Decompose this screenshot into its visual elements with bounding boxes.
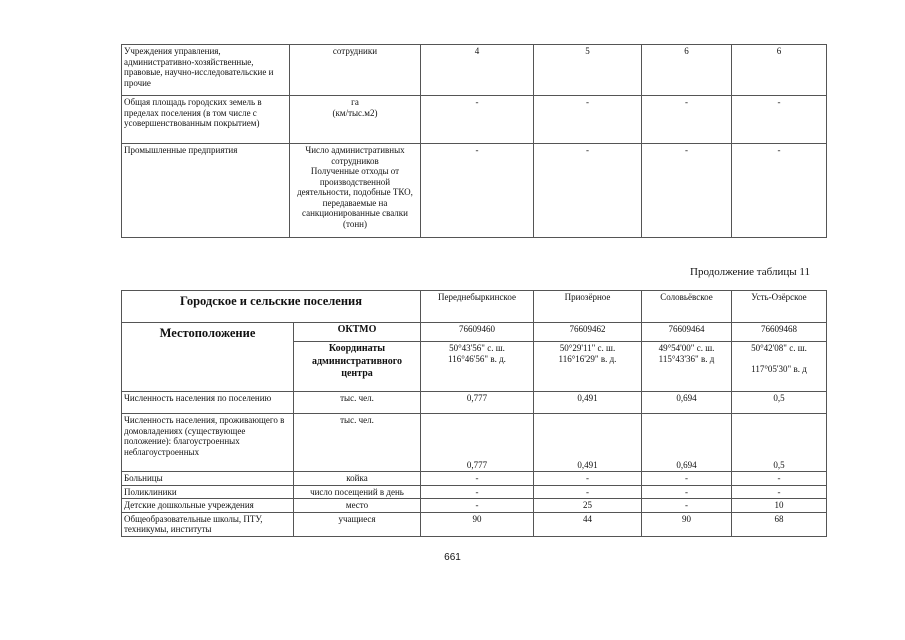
table-caption: Продолжение таблицы 11: [690, 266, 810, 278]
cell-coords: 50°29'11" с. ш. 116°16'29" в. д.: [534, 342, 642, 392]
table-settlements: [121, 290, 827, 537]
table-row: [122, 485, 827, 499]
coords-label: Координаты административного центра: [294, 342, 421, 392]
cell-value: 0,5: [732, 392, 827, 414]
row-name: Численность населения по поселению: [122, 392, 294, 414]
row-unit: сотрудники: [290, 45, 421, 96]
header-row: [122, 291, 827, 323]
cell-value: 90: [642, 512, 732, 536]
page-number: 661: [444, 552, 461, 563]
cell-value: -: [421, 485, 534, 499]
table-row: [122, 472, 827, 486]
cell-value: -: [642, 472, 732, 486]
header-title: Городское и сельские поселения: [122, 291, 421, 323]
cell-value: -: [421, 472, 534, 486]
row-name: Учреждения управления, административно-хозяйственные, правовые, научно-исследовательские и прочие: [122, 45, 290, 96]
cell-value: -: [642, 144, 732, 238]
column-header: Усть-Озёрское: [732, 291, 827, 323]
row-unit: учащиеся: [294, 512, 421, 536]
row-unit: число посещений в день: [294, 485, 421, 499]
cell-value: 6: [732, 45, 827, 96]
cell-value: -: [421, 499, 534, 513]
cell-coords: 50°42'08" с. ш. 117°05'30" в. д: [732, 342, 827, 392]
row-unit: место: [294, 499, 421, 513]
cell-value: 6: [642, 45, 732, 96]
oktmo-label: ОКТМО: [294, 323, 421, 342]
location-label: Местоположение: [122, 323, 294, 392]
cell-value: 0,777: [421, 414, 534, 472]
row-name: Поликлиники: [122, 485, 294, 499]
table-row: [122, 392, 827, 414]
row-name: Общая площадь городских земель в пределах поселения (в том числе с усовершенствованным покрытием): [122, 96, 290, 144]
cell-value: -: [534, 96, 642, 144]
row-name: Промышленные предприятия: [122, 144, 290, 238]
cell-oktmo: 76609460: [421, 323, 534, 342]
cell-oktmo: 76609464: [642, 323, 732, 342]
cell-value: -: [642, 485, 732, 499]
cell-value: 0,694: [642, 414, 732, 472]
cell-value: -: [642, 96, 732, 144]
cell-value: 0,5: [732, 414, 827, 472]
table-top: [121, 44, 827, 238]
cell-value: -: [732, 144, 827, 238]
cell-value: 90: [421, 512, 534, 536]
cell-value: -: [421, 144, 534, 238]
table-row: [122, 96, 827, 144]
cell-value: -: [534, 472, 642, 486]
table-row: [122, 45, 827, 96]
cell-value: 4: [421, 45, 534, 96]
cell-value: 0,491: [534, 414, 642, 472]
row-unit: тыс. чел.: [294, 392, 421, 414]
cell-value: -: [732, 96, 827, 144]
cell-value: 0,694: [642, 392, 732, 414]
cell-coords: 50°43'56" с. ш. 116°46'56" в. д.: [421, 342, 534, 392]
cell-value: 44: [534, 512, 642, 536]
cell-value: -: [421, 96, 534, 144]
cell-value: 0,491: [534, 392, 642, 414]
row-name: Общеобразовательные школы, ПТУ, техникумы, институты: [122, 512, 294, 536]
table-row: [122, 144, 827, 238]
cell-oktmo: 76609468: [732, 323, 827, 342]
cell-coords: 49°54'00" с. ш. 115°43'36" в. д: [642, 342, 732, 392]
cell-value: -: [642, 499, 732, 513]
row-unit: койка: [294, 472, 421, 486]
cell-value: 0,777: [421, 392, 534, 414]
column-header: Соловьёвское: [642, 291, 732, 323]
row-unit: Число административных сотрудников Полученные отходы от производственной деятельности, подобные ТКО, передаваемые на санкционированные свалки (тонн): [290, 144, 421, 238]
cell-value: -: [534, 485, 642, 499]
table-row: [122, 499, 827, 513]
row-name: Больницы: [122, 472, 294, 486]
cell-oktmo: 76609462: [534, 323, 642, 342]
cell-value: 25: [534, 499, 642, 513]
column-header: Переднебыркинское: [421, 291, 534, 323]
column-header: Приозёрное: [534, 291, 642, 323]
row-unit: га (км/тыс.м2): [290, 96, 421, 144]
oktmo-row: [122, 323, 827, 342]
row-unit: тыс. чел.: [294, 414, 421, 472]
cell-value: -: [732, 485, 827, 499]
cell-value: 5: [534, 45, 642, 96]
table-row: [122, 512, 827, 536]
cell-value: 10: [732, 499, 827, 513]
cell-value: 68: [732, 512, 827, 536]
cell-value: -: [534, 144, 642, 238]
cell-value: -: [732, 472, 827, 486]
table-row: [122, 414, 827, 472]
row-name: Численность населения, проживающего в домовладениях (существующее положение): благоустроенных неблагоустроенных: [122, 414, 294, 472]
row-name: Детские дошкольные учреждения: [122, 499, 294, 513]
